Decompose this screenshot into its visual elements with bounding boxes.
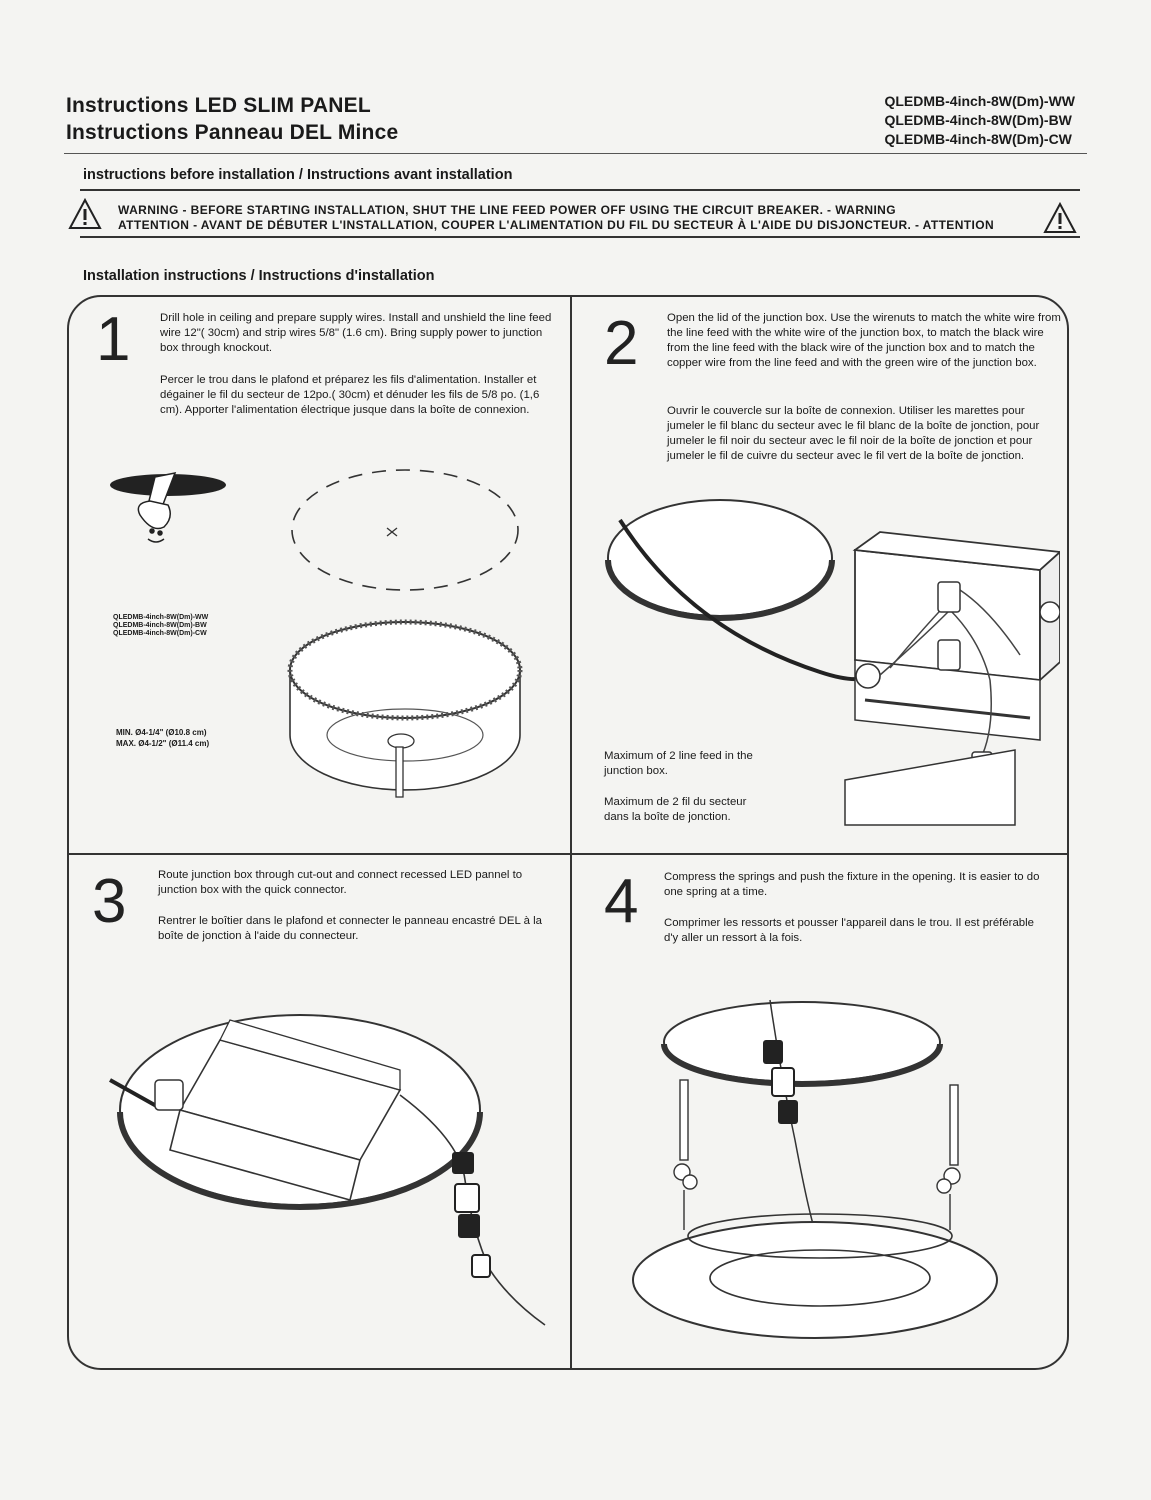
warning-french: ATTENTION - AVANT DE DÉBUTER L'INSTALLATION, COUPER L'ALIMENTATION DU FIL DU SECTEUR À L'AIDE DU DISJONCTEUR. - ATTENTION [118, 218, 995, 232]
steps-vertical-divider [570, 296, 572, 1369]
step-1-english: Drill hole in ceiling and prepare supply wires. Install and unshield the line feed wire 12"( 30cm) and strip wires 5/8" (1.6 cm). Bring supply power to junction box through knockout. [160, 312, 552, 354]
step-2-illustration [590, 490, 1060, 840]
header-divider [64, 153, 1087, 154]
title-french: Instructions Panneau DEL Mince [66, 121, 399, 144]
warning-triangle-icon [1043, 202, 1077, 234]
step-2-french: Ouvrir le couvercle sur la boîte de connexion. Utiliser les marettes pour jumeler le fil blanc du secteur avec le fil blanc de la boîte de jonction, pour jumeler le fil noir du secteur avec le fil noir de la boîte de jonction et pour jumeler le fil de cuivre du secteur avec le fil vert de la boîte de jonction. [667, 405, 1040, 462]
step-3-number: 3 [92, 867, 127, 936]
step-4-illustration [620, 990, 1050, 1350]
spring-clip-right [937, 1085, 960, 1230]
model-ww: QLEDMB-4inch-8W(Dm)-WW [884, 93, 1075, 109]
step-1-model-list [113, 614, 208, 638]
step-4-french: Comprimer les ressorts et pousser l'appareil dans le trou. Il est préférable d'y aller un ressort à la fois. [664, 917, 1035, 944]
warning-english: WARNING - BEFORE STARTING INSTALLATION, SHUT THE LINE FEED POWER OFF USING THE CIRCUIT BREAKER. - WARNING [118, 203, 896, 217]
install-heading: Installation instructions / Instructions d'installation [83, 268, 435, 284]
title-english: Instructions LED SLIM PANEL [66, 94, 371, 117]
model-cw: QLEDMB-4inch-8W(Dm)-CW [884, 131, 1072, 147]
step-4-english: Compress the springs and push the fixture in the opening. It is easier to do one spring at a time. [664, 871, 1040, 898]
step-4-number: 4 [604, 867, 639, 936]
step-1-number: 1 [96, 305, 131, 374]
step-3-french: Rentrer le boîtier dans le plafond et connecter le panneau encastré DEL à la boîte de jonction à l'aide du connecteur. [158, 915, 542, 942]
step-2-note-english: Maximum of 2 line feed in the junction box. [604, 750, 753, 777]
step-2-english: Open the lid of the junction box. Use the wirenuts to match the white wire from the line feed with the white wire of the junction box, to match the black wire from the line feed with the black wire of the junction box and to match the copper wire from the line feed and with the green wire of the junction box. [667, 312, 1061, 369]
model-bw: QLEDMB-4inch-8W(Dm)-BW [884, 112, 1072, 128]
steps-horizontal-divider [68, 853, 1068, 855]
step-1-size-range [116, 727, 209, 749]
spring-clip-left [674, 1080, 697, 1230]
step-1-max-size: MAX. Ø4-1/2" (Ø11.4 cm) [116, 739, 210, 748]
header-model-list [884, 92, 1075, 149]
before-install-heading: instructions before installation / Instructions avant installation [83, 167, 513, 183]
step-1-model-ww: QLEDMB-4inch-8W(Dm)-WW [113, 614, 209, 621]
step-1-min-size: MIN. Ø4-1/4" (Ø10.8 cm) [116, 728, 207, 737]
step-2-number: 2 [604, 309, 639, 378]
step-3-illustration [100, 1000, 560, 1360]
step-1-model-bw: QLEDMB-4inch-8W(Dm)-BW [113, 622, 207, 629]
warning-triangle-icon [68, 198, 102, 230]
step-1-french: Percer le trou dans le plafond et préparez les fils d'alimentation. Installer et dégainer le fil du secteur de 12po.( 30cm) et dénuder les fils de 5/8 po. (1,6 cm). Apporter l'alimentation électrique jusque dans la boîte de connexion. [160, 374, 540, 416]
step-2-note-french: Maximum de 2 fil du secteur dans la boîte de jonction. [604, 796, 747, 823]
step-1-model-cw: QLEDMB-4inch-8W(Dm)-CW [113, 630, 207, 637]
step-3-english: Route junction box through cut-out and connect recessed LED pannel to junction box with the quick connector. [158, 869, 523, 896]
warning-top-rule [80, 189, 1080, 191]
warning-bottom-rule [80, 236, 1080, 238]
